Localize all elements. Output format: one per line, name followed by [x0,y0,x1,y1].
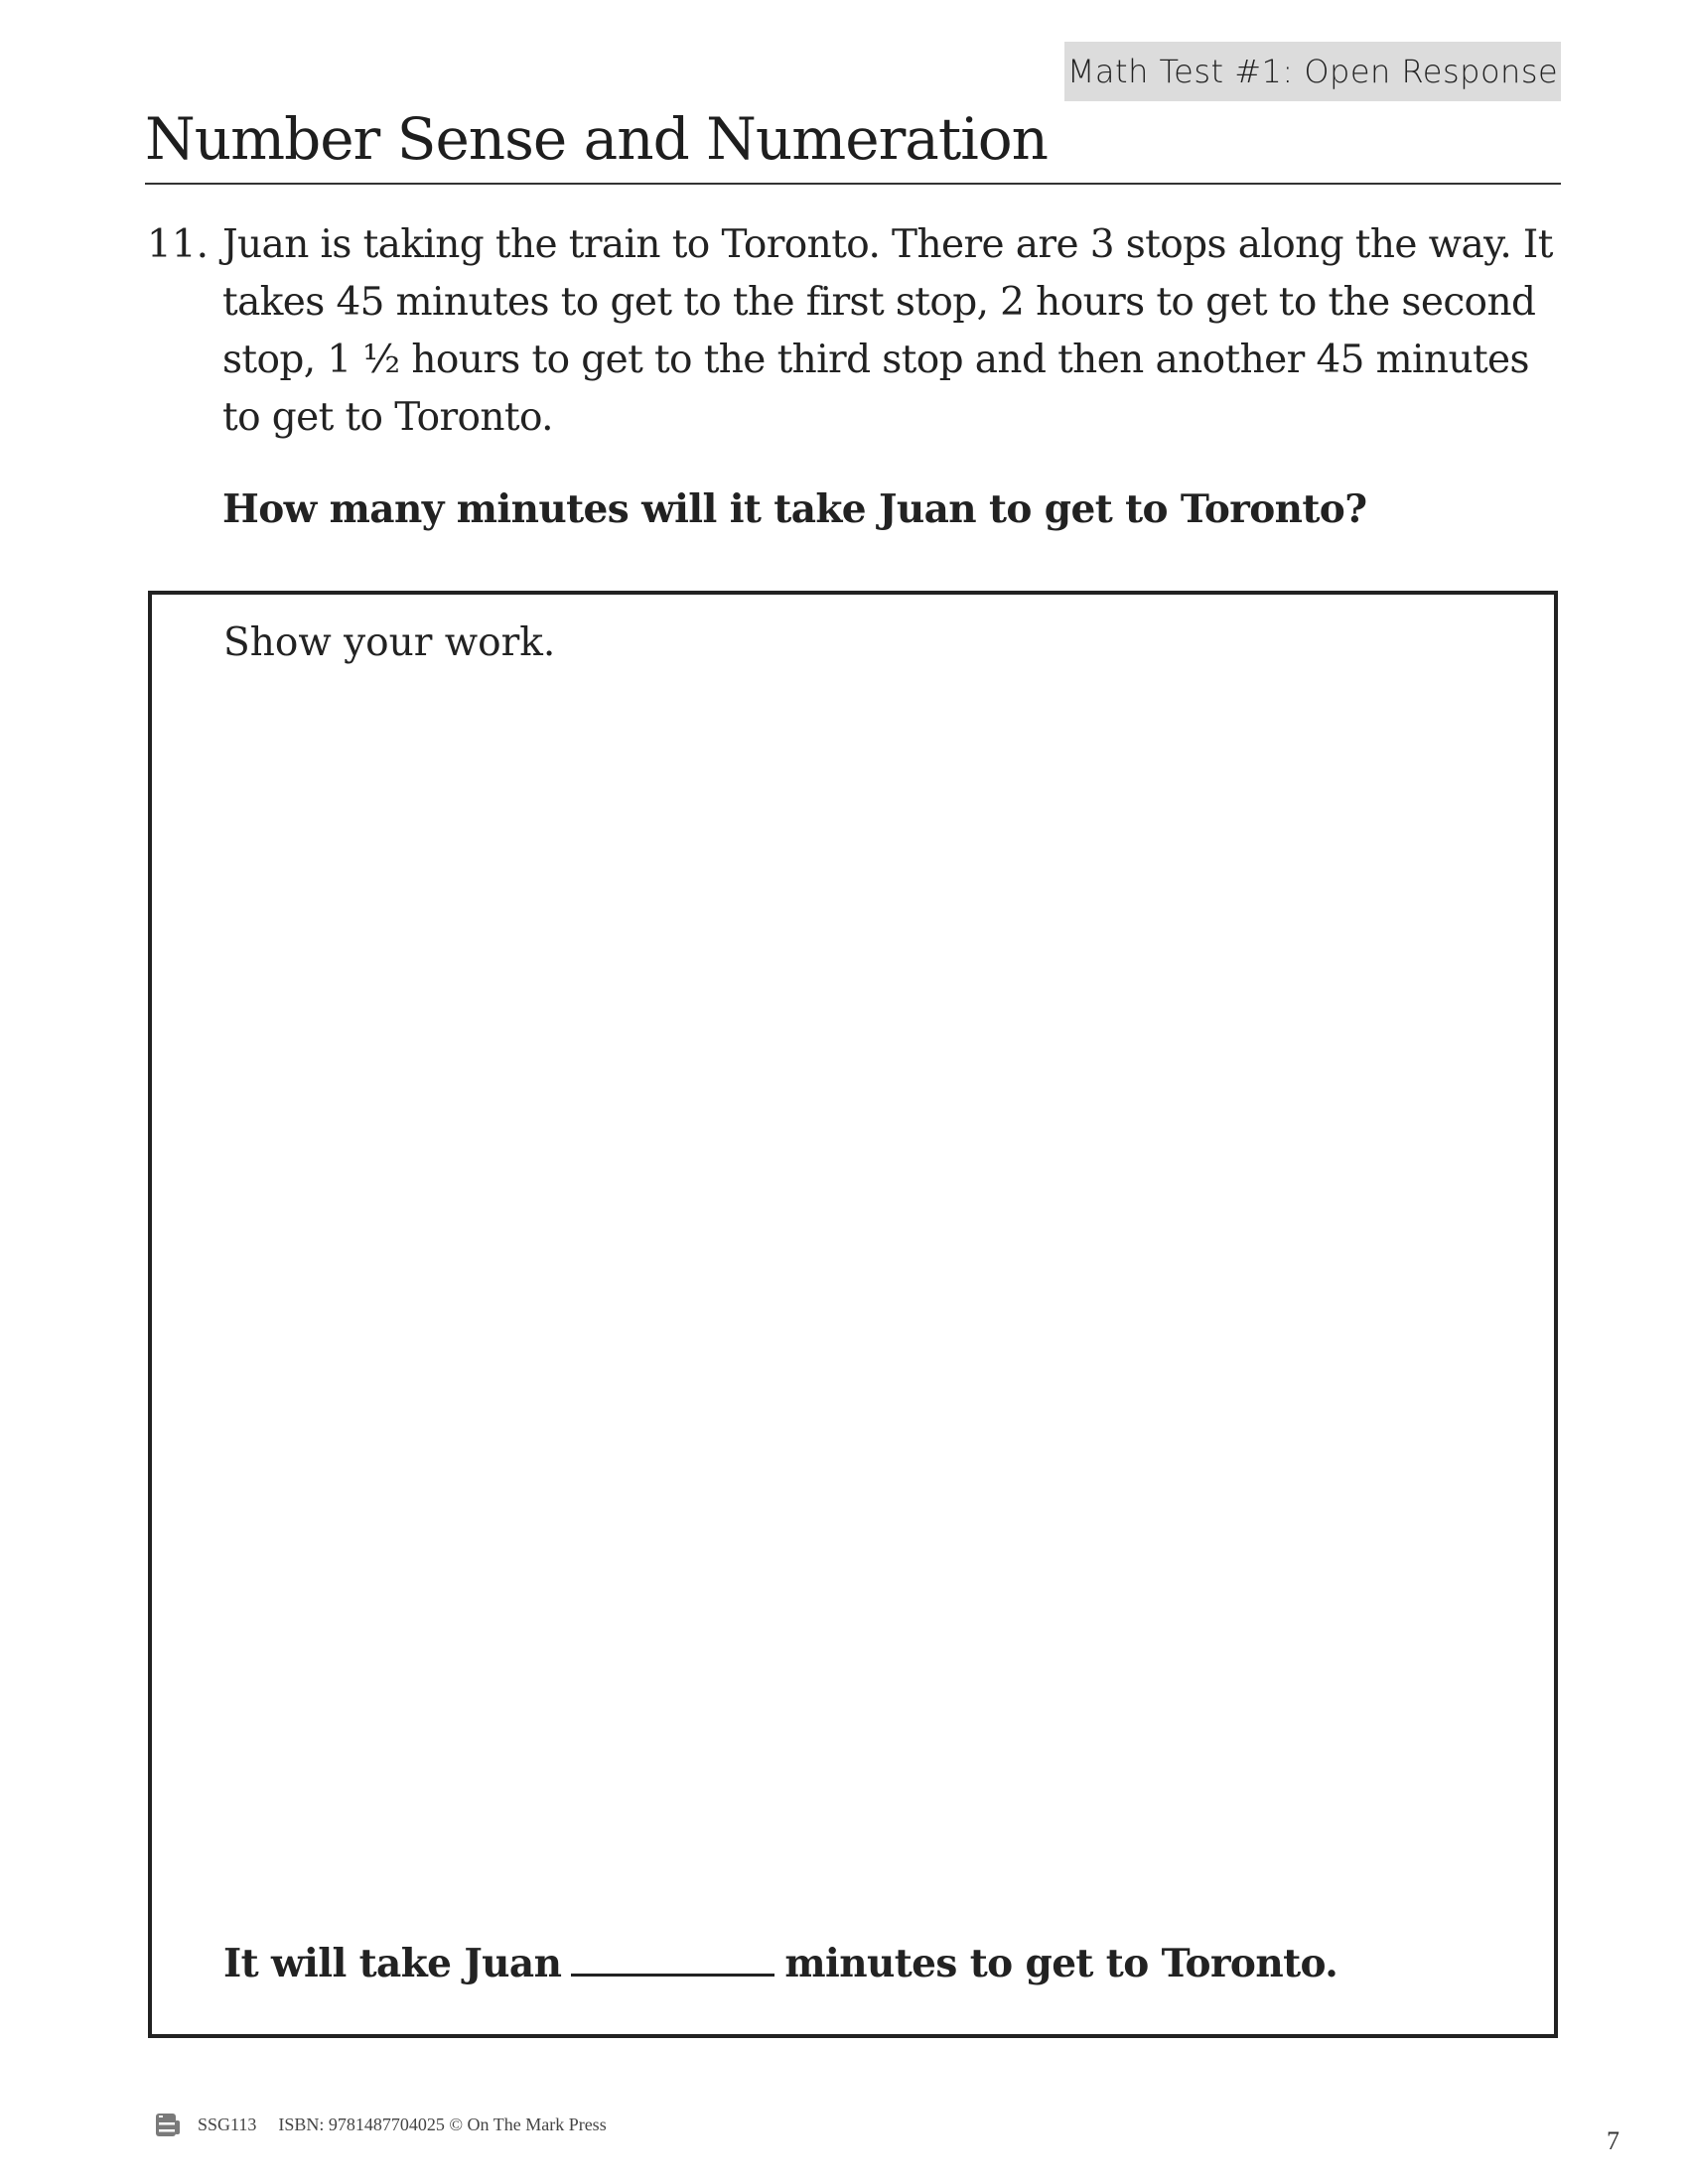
question-number: 11. [147,222,210,267]
page-footer [154,2111,607,2138]
answer-blank[interactable] [571,1973,774,1977]
title-divider [145,183,1561,185]
test-header-label: Math Test #1: Open Response [1066,53,1559,90]
page-number: 7 [1607,2126,1619,2155]
question-text: Juan is taking the train to Toronto. There are 3 stops along the way. It takes 45 minutes to get to the first stop, 2 hours to get to the second stop, 1 ½ hours to get to the third stop and then another 45 minutes to get to Toronto. [222,222,1553,440]
answer-prefix: It will take Juan [223,1941,562,1986]
answer-sentence [223,1935,1337,1992]
work-area-box[interactable] [148,591,1558,2038]
isbn-copyright: ISBN: 9781487704025 © On The Mark Press [278,2114,607,2134]
product-code: SSG113 [198,2114,257,2134]
section-title: Number Sense and Numeration [145,105,1049,173]
publisher-logo-icon [154,2111,182,2138]
test-header-tab [1064,42,1561,101]
work-instruction: Show your work. [223,620,556,665]
answer-suffix: minutes to get to Toronto. [784,1941,1338,1986]
question-prompt: How many minutes will it take Juan to get to Toronto? [222,486,1367,532]
